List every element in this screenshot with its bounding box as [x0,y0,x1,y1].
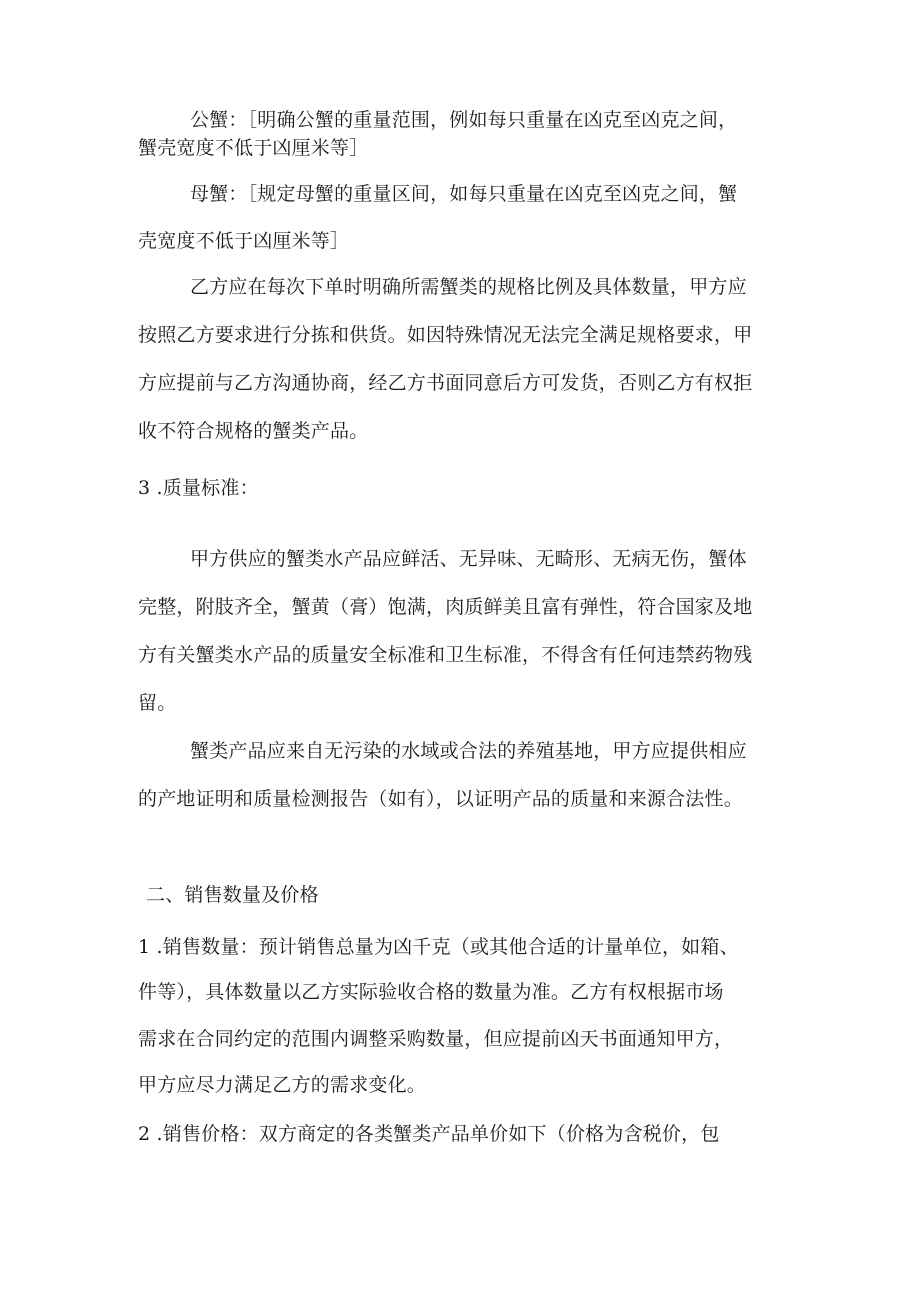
female-crab-spec-line-1: 母蟹：［规定母蟹的重量区间，如每只重量在凶克至凶克之间，蟹 [190,183,738,205]
male-crab-spec-line-2: 蟹壳宽度不低于凶厘米等］ [138,137,369,159]
order-spec-line-2: 按照乙方要求进行分拣和供货。如因特殊情况无法完全满足规格要求，甲 [138,324,753,346]
origin-proof-line-1: 蟹类产品应来自无污染的水域或合法的养殖基地，甲方应提供相应 [190,740,747,762]
male-crab-spec-line-1: 公蟹：［明确公蟹的重量范围，例如每只重量在凶克至凶克之间， [190,109,738,131]
order-spec-line-1: 乙方应在每次下单时明确所需蟹类的规格比例及具体数量，甲方应 [190,276,747,298]
quality-standard-line-2: 完整，附肢齐全，蟹黄（膏）饱满，肉质鲜美且富有弹性，符合国家及地 [138,596,753,618]
section-heading-sales: 二、销售数量及价格 [146,884,319,906]
sales-quantity-line-3: 需求在合同约定的范围内调整采购数量，但应提前凶天书面通知甲方， [138,1028,734,1050]
origin-proof-line-2: 的产地证明和质量检测报告（如有），以证明产品的质量和来源合法性。 [138,788,743,810]
sales-price-line-1: 2 .销售价格：双方商定的各类蟹类产品单价如下（价格为含税价，包 [138,1123,720,1145]
quality-standard-line-4: 留。 [138,692,177,714]
sales-quantity-line-4: 甲方应尽力满足乙方的需求变化。 [138,1074,427,1096]
section-heading-quality: 3 .质量标准： [138,477,259,499]
sales-quantity-line-1: 1 .销售数量：预计销售总量为凶千克（或其他合适的计量单位，如箱、 [138,936,739,958]
quality-standard-line-3: 方有关蟹类水产品的质量安全标准和卫生标准，不得含有任何违禁药物残 [138,644,753,666]
order-spec-line-4: 收不符合规格的蟹类产品。 [138,420,369,442]
female-crab-spec-line-2: 壳宽度不低于凶厘米等］ [138,230,350,252]
order-spec-line-3: 方应提前与乙方沟通协商，经乙方书面同意后方可发货，否则乙方有权拒 [138,372,753,394]
quality-standard-line-1: 甲方供应的蟹类水产品应鲜活、无异味、无畸形、无病无伤，蟹体 [190,548,747,570]
sales-quantity-line-2: 件等），具体数量以乙方实际验收合格的数量为准。乙方有权根据市场 [138,981,724,1003]
